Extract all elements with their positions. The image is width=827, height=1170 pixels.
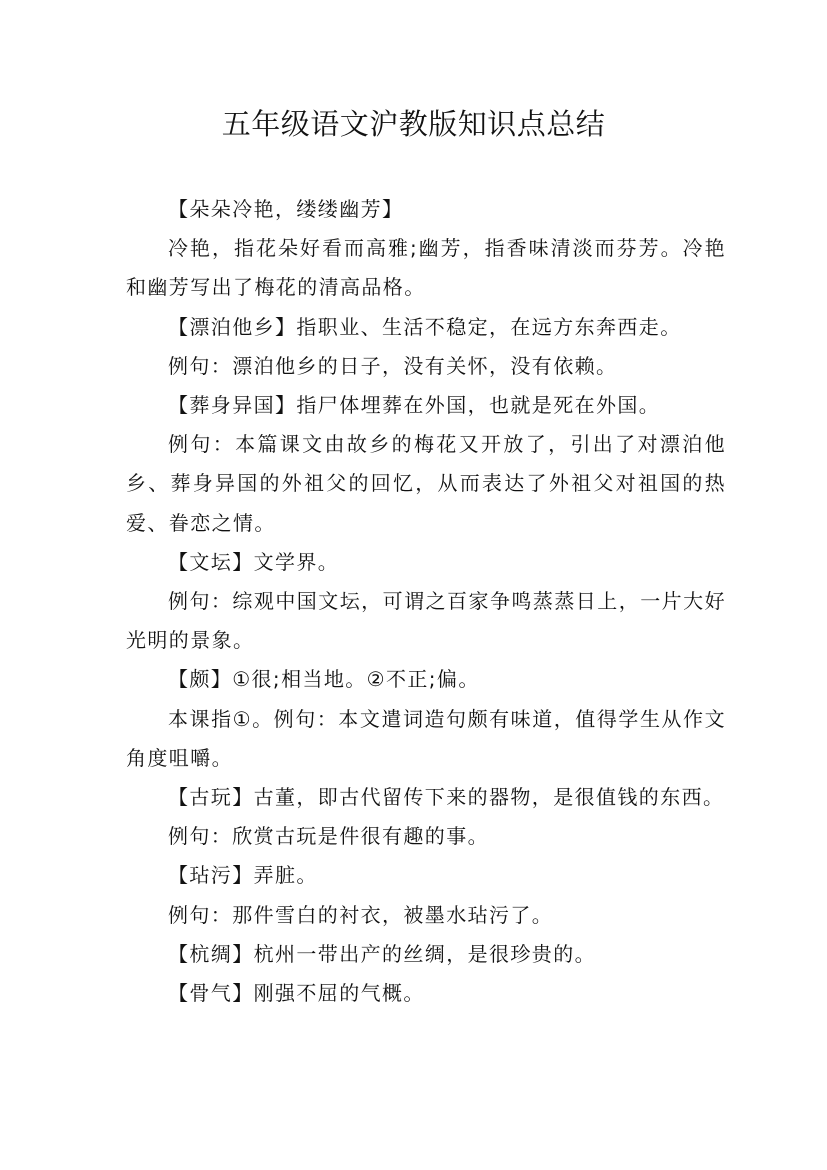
paragraph: 例句：本篇课文由故乡的梅花又开放了，引出了对漂泊他乡、葬身异国的外祖父的回忆，从而表达了外祖父对祖国的热爱、眷恋之情。 [126, 432, 726, 535]
paragraph: 【玷污】弄脏。 [168, 863, 318, 888]
paragraph: 【杭绸】杭州一带出产的丝绸，是很珍贵的。 [168, 941, 596, 966]
paragraph: 【古玩】古董，即古代留传下来的器物，是很值钱的东西。 [168, 785, 725, 810]
paragraph: 例句：欣赏古玩是件很有趣的事。 [168, 824, 489, 849]
paragraph: 【葬身异国】指尸体埋葬在外国，也就是死在外国。 [168, 393, 661, 418]
paragraph: 【漂泊他乡】指职业、生活不稳定，在远方东奔西走。 [168, 314, 682, 339]
paragraph: 【文坛】文学界。 [168, 549, 340, 574]
paragraph: 【朵朵冷艳，缕缕幽芳】 [168, 197, 404, 221]
paragraph: 【骨气】刚强不屈的气概。 [168, 981, 425, 1006]
document-title: 五年级语文沪教版知识点总结 [221, 107, 606, 141]
paragraph: 【颇】①很;相当地。②不正;偏。 [168, 667, 480, 692]
paragraph: 例句：漂泊他乡的日子，没有关怀，没有依赖。 [168, 353, 618, 378]
document-body [126, 190, 726, 1013]
paragraph: 冷艳，指花朵好看而高雅;幽芳，指香味清淡而芬芳。冷艳和幽芳写出了梅花的清高品格。 [126, 236, 726, 300]
paragraph: 例句：那件雪白的衬衣，被墨水玷污了。 [168, 902, 554, 927]
paragraph: 本课指①。例句：本文遣词造句颇有味道，值得学生从作文角度咀嚼。 [126, 706, 726, 770]
paragraph: 例句：综观中国文坛，可谓之百家争鸣蒸蒸日上，一片大好光明的景象。 [126, 589, 726, 653]
